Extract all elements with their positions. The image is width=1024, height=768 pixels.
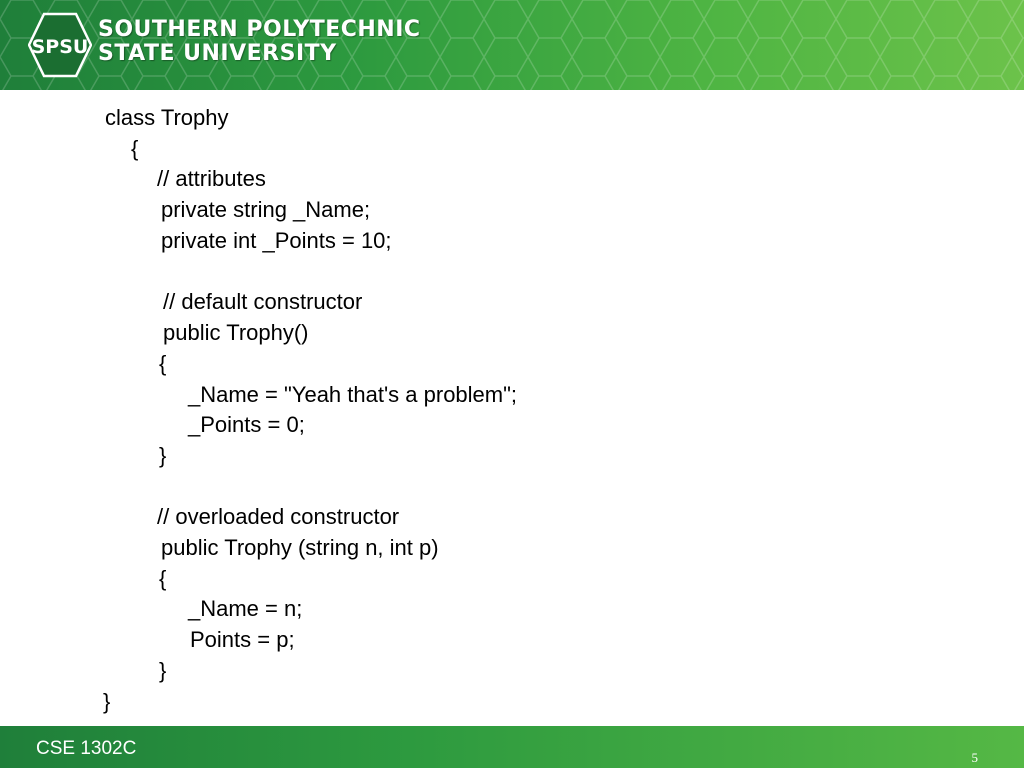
code-line: } [103,689,111,714]
code-line: } [159,658,167,683]
code-line: private int _Points = 10; [161,228,392,253]
code-line: { [159,566,167,591]
code-line: _Points = 0; [188,412,305,437]
code-line: // attributes [157,166,266,191]
course-label: CSE 1302C [36,738,137,759]
code-line: } [159,443,167,468]
code-line: private string _Name; [161,197,371,222]
code-line: _Name = "Yeah that's a problem"; [188,382,518,407]
code-line: class Trophy [105,105,229,130]
code-line: public Trophy (string n, int p) [161,535,439,560]
code-line: { [131,136,139,161]
code-line: // default constructor [163,289,363,314]
logo-text: SPSU [31,36,89,58]
code-line: // overloaded constructor [157,504,400,529]
code-line: public Trophy() [163,320,309,345]
university-name-line2: STATE UNIVERSITY [98,41,337,66]
code-line: _Name = n; [188,596,303,621]
footer-bar [0,726,1024,768]
university-name-line1: SOUTHERN POLYTECHNIC [98,17,421,42]
university-name [98,18,421,66]
header-banner [0,0,1024,90]
spsu-logo-icon [28,12,92,78]
code-line: { [159,351,167,376]
code-line: Points = p; [190,627,295,652]
page-number: 5 [971,750,978,765]
